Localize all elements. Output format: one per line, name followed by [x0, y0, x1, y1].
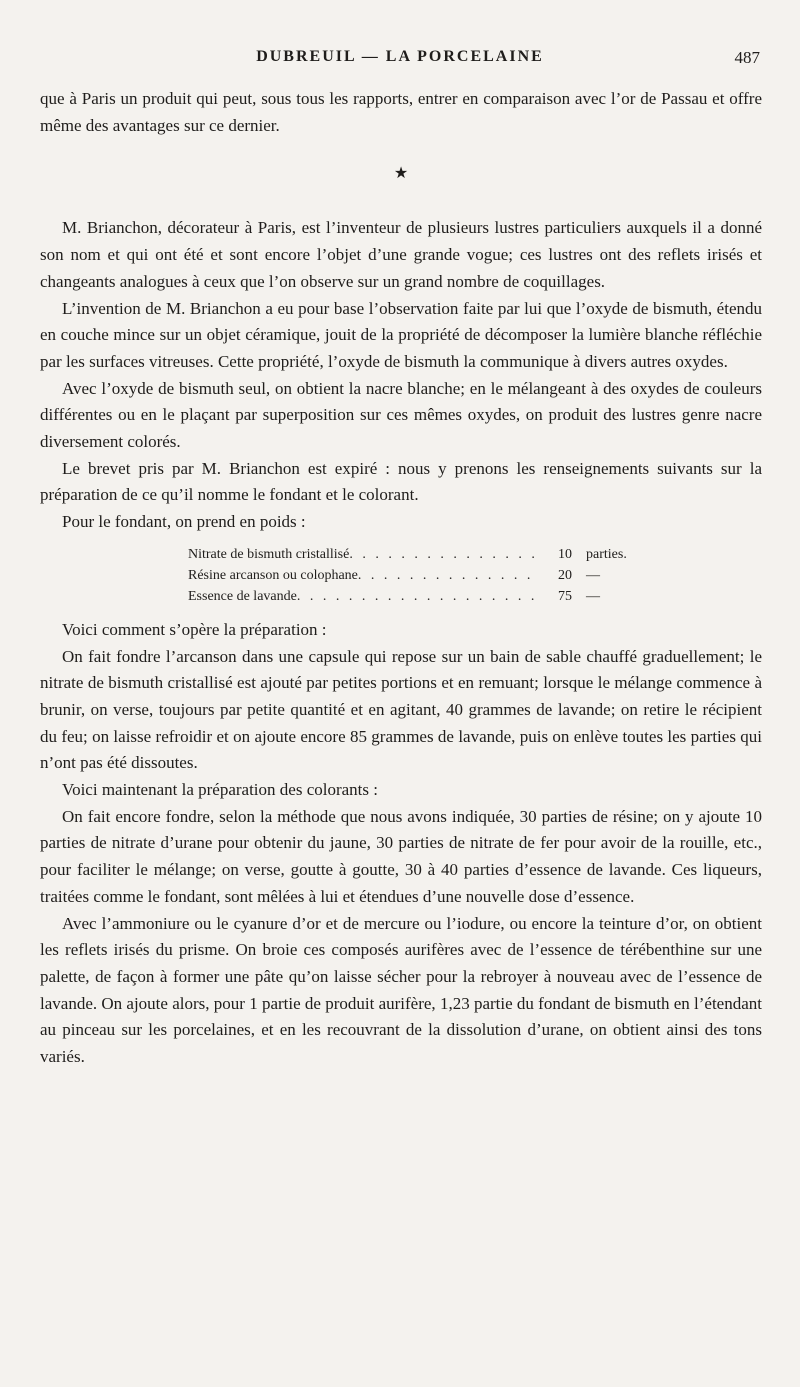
recipe-row [188, 586, 658, 607]
paragraph-preparation-intro: Voici comment s’opère la préparation : [62, 619, 327, 639]
paragraph-brianchon-intro: M. Brianchon, décorateur à Paris, est l’inventeur de plusieurs lustres particuliers auxquels il a donné son nom et qui ont été et sont encore l’objet d’une grande vogue; ces lustres ont des reflets irisés et changeants analogues à ceux que l’on observe sur un grand nombre de coquillages. [40, 218, 762, 291]
paragraph-fondant-intro: Pour le fondant, on prend en poids : [62, 512, 306, 532]
running-title: DUBREUIL — LA PORCELAINE [256, 48, 544, 65]
paragraph-preparation: On fait fondre l’arcanson dans une capsule qui repose sur un bain de sable chauffé graduellement; le nitrate de bismuth cristallisé est ajouté par petites portions et en remuant; lorsque le mélange commence à brunir, on verse, toujours par petite quantité et en agitant, 40 grammes de lavande; on retire le récipient du feu; on laisse refroidir et on ajoute encore 85 grammes de lavande, puis on enlève toutes les parties qui n’ont pas été dissoutes. [40, 646, 762, 773]
paragraph-continuation: que à Paris un produit qui peut, sous tous les rapports, entrer en comparaison avec l’or de Passau et offre même des avantages sur ce dernier. [40, 89, 762, 135]
leader-dots [297, 586, 538, 607]
running-head [0, 48, 800, 72]
recipe-row [188, 565, 658, 586]
recipe-unit: — [586, 588, 600, 604]
recipe-ingredient: Nitrate de bismuth cristallisé [188, 546, 350, 562]
recipe-ingredient: Résine arcanson ou colophane [188, 567, 358, 583]
recipe-quantity: 75 [558, 588, 572, 604]
recipe-unit: — [586, 567, 600, 583]
recipe-quantity: 10 [558, 546, 572, 562]
paragraph-invention: L’invention de M. Brianchon a eu pour base l’observation faite par lui que l’oxyde de bismuth, étendu en couche mince sur un objet céramique, jouit de la propriété de décomposer la lumière blanche réfléchie par les surfaces vitreuses. Cette propriété, l’oxyde de bismuth la communique à divers autres oxydes. [40, 298, 762, 371]
paragraph-colorants: On fait encore fondre, selon la méthode que nous avons indiquée, 30 parties de résine; on y ajoute 10 parties de nitrate d’urane pour obtenir du jaune, 30 parties de nitrate de fer pour avoir de la rouille, etc., pour faciliter le mélange; on verse, goutte à goutte, 30 à 40 parties d’essence de lavande. Ces liqueurs, traitées comme le fondant, sont mêlées à lui et étendues d’une nouvelle dose d’essence. [40, 806, 762, 906]
paragraph-brevet: Le brevet pris par M. Brianchon est expiré : nous y prenons les renseignements suivants sur la préparation de ce qu’il nomme le fondant et le colorant. [40, 458, 762, 505]
section-separator-star: ★ [393, 165, 409, 183]
recipe-table [188, 544, 658, 607]
page-number: 487 [734, 48, 760, 67]
leader-dots [349, 544, 538, 565]
recipe-unit: parties. [586, 546, 627, 562]
paragraph-nacre: Avec l’oxyde de bismuth seul, on obtient la nacre blanche; en le mélangeant à des oxydes de couleurs différentes ou en le plaçant par superposition sur ces mêmes oxydes, on produit des lustres genre nacre diversement colorés. [40, 378, 762, 452]
leader-dots [358, 565, 538, 586]
paragraph-colorants-intro: Voici maintenant la préparation des colorants : [62, 780, 378, 800]
recipe-ingredient: Essence de lavande [188, 588, 297, 604]
body-text [40, 86, 762, 1071]
paragraph-or: Avec l’ammoniure ou le cyanure d’or et de mercure ou l’iodure, ou encore la teinture d’or, on obtient les reflets irisés du prisme. On broie ces composés aurifères avec de l’essence de térébenthine sur une palette, de façon à former une pâte qu’on laisse sécher pour la rebroyer à nouveau avec de l’essence de lavande. On ajoute alors, pour 1 partie de produit aurifère, 1,23 partie du fondant de bismuth en l’étendant au pinceau sur les porcelaines, et en les recouvrant de la dissolution d’urane, on obtient ainsi des tons variés. [40, 913, 762, 1067]
recipe-row [188, 544, 658, 565]
recipe-quantity: 20 [558, 567, 572, 583]
